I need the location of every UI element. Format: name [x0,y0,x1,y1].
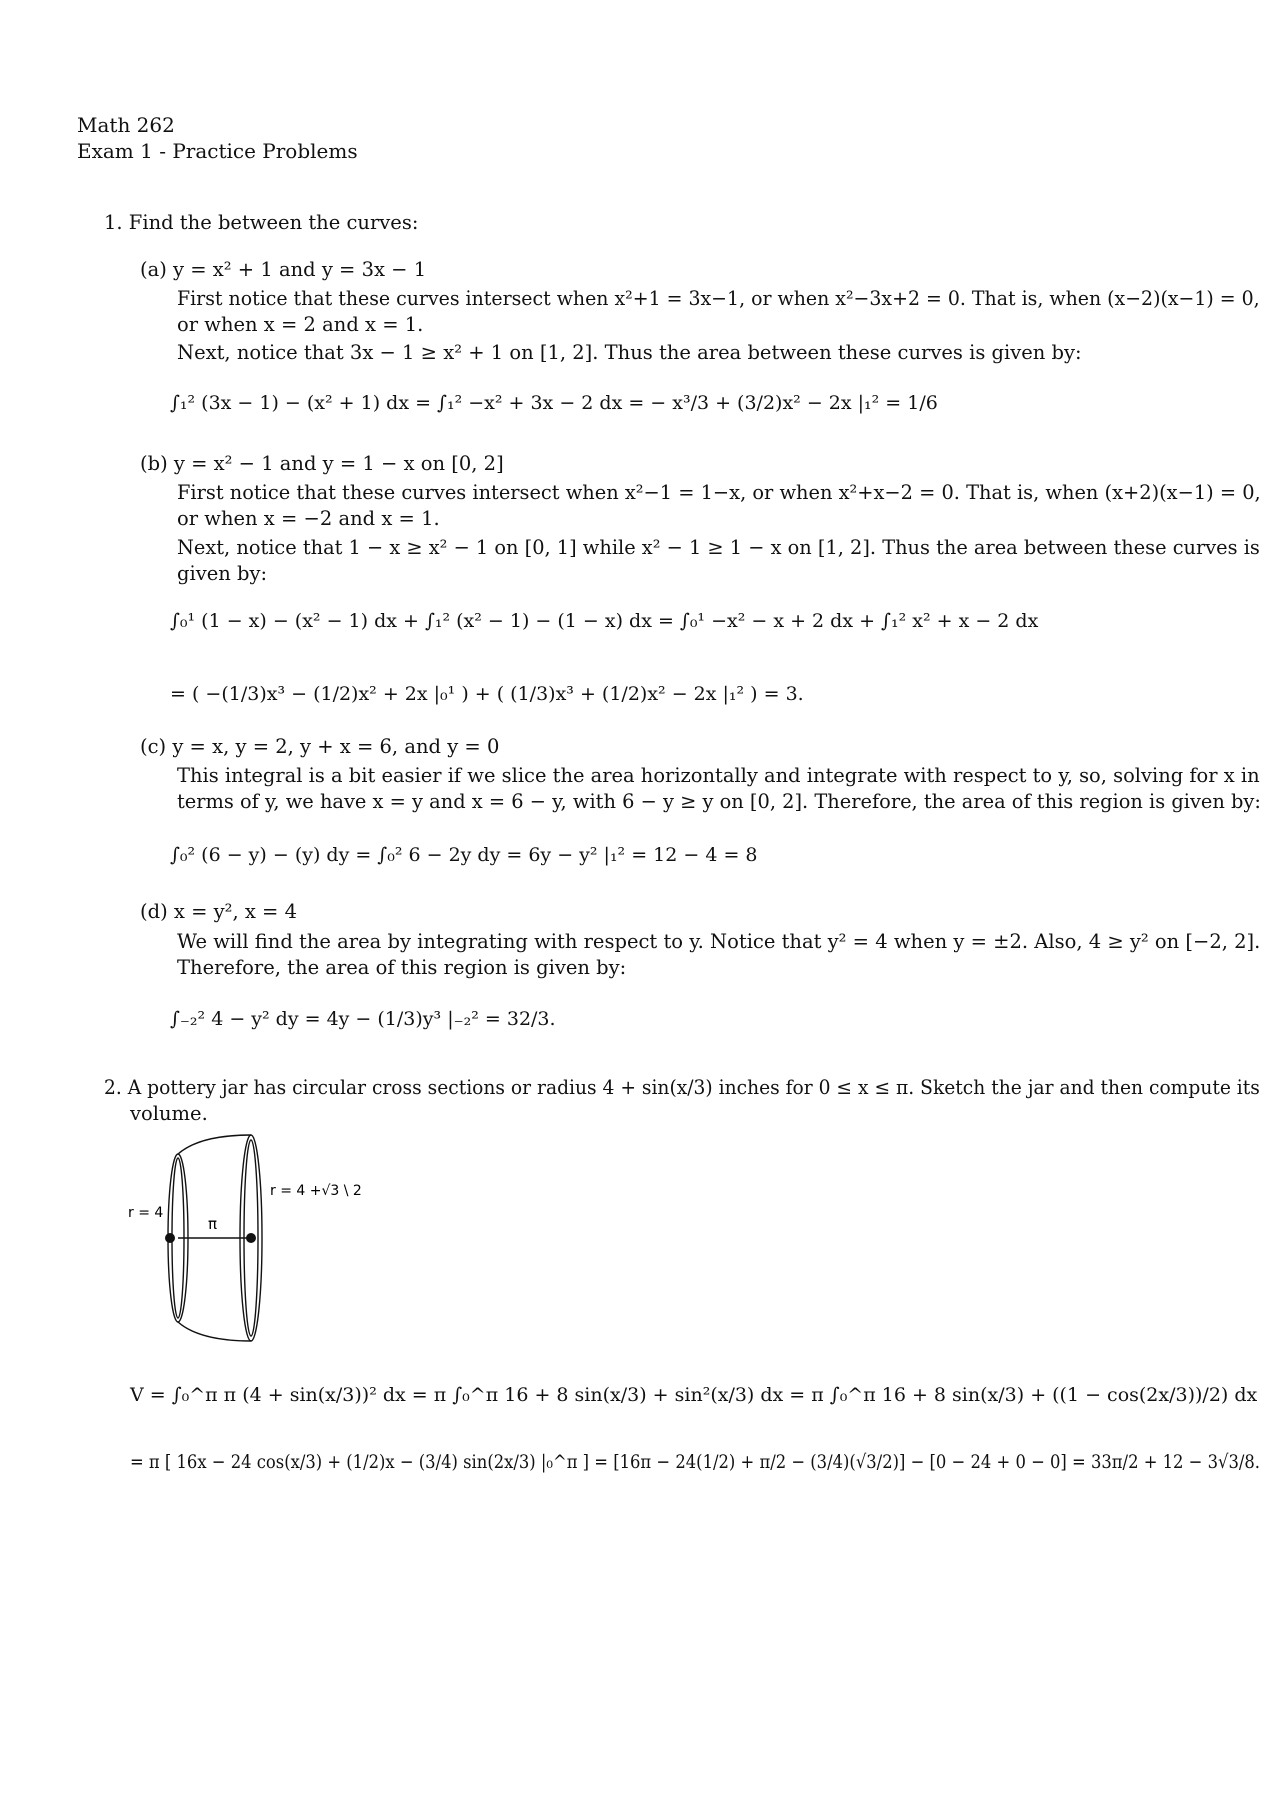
part-a-text-3: Next, notice that 3x − 1 ≥ x² + 1 on [1, 2]. Thus the area between these curves is given by: [177,341,1082,364]
jar-bottom-profile [178,1322,251,1341]
part-d-equation: ∫₋₂² 4 − y² dy = 4y − (1/3)y³ |₋₂² = 32/3. [170,1008,556,1030]
part-b-text-4: given by: [177,562,268,585]
right-radius-point [246,1233,256,1243]
left-radius-label: r = 4 [128,1205,164,1221]
problem-1-prompt: 1. Find the between the curves: [104,211,419,234]
jar-sketch [120,1125,380,1365]
part-b-text-2: or when x = −2 and x = 1. [177,507,440,530]
part-d-text-1: We will find the area by integrating with respect to y. Notice that y² = 4 when y = ±2. Also, 4 ≥ y² on [−2, 2]. [177,930,1261,953]
part-c-text-1: This integral is a bit easier if we slice the area horizontally and integrate with respect to y, so, solving for x in [177,764,1260,787]
part-b-label: (b) y = x² − 1 and y = 1 − x on [0, 2] [140,452,504,475]
volume-equation-2: = π [ 16x − 24 cos(x/3) + (1/2)x − (3/4) sin(2x/3) |₀^π ] = [16π − 24(1/2) + π/2 − (3/4)(√3/2)] − [0 − 24 + 0 − 0] = 33π/2 + 12 − 3√3/8. [130,1451,1261,1473]
problem-2-text-2: volume. [130,1102,208,1125]
volume-equation-1: V = ∫₀^π π (4 + sin(x/3))² dx = π ∫₀^π 16 + 8 sin(x/3) + sin²(x/3) dx = π ∫₀^π 16 + 8 sin(x/3) + ((1 − cos(2x/3))/2) dx [130,1384,1258,1406]
part-c-text-2: terms of y, we have x = y and x = 6 − y, with 6 − y ≥ y on [0, 2]. Therefore, the area of this region is given by: [177,790,1261,813]
part-b-text-3: Next, notice that 1 − x ≥ x² − 1 on [0, 1] while x² − 1 ≥ 1 − x on [1, 2]. Thus the area between these curves is [177,536,1260,559]
course-title: Math 262 [77,113,175,137]
part-b-text-1: First notice that these curves intersect when x²−1 = 1−x, or when x²+x−2 = 0. That is, when (x+2)(x−1) = 0, [177,481,1261,504]
left-radius-point [165,1233,175,1243]
part-d-label: (d) x = y², x = 4 [140,900,297,923]
part-b-equation-2: = ( −(1/3)x³ − (1/2)x² + 2x |₀¹ ) + ( (1/3)x³ + (1/2)x² − 2x |₁² ) = 3. [170,683,804,705]
part-c-label: (c) y = x, y = 2, y + x = 6, and y = 0 [140,735,500,758]
length-label: π [208,1215,218,1233]
part-a-text-2: or when x = 2 and x = 1. [177,313,424,336]
right-radius-label: r = 4 +√3 \ 2 [270,1183,362,1199]
jar-top-profile [178,1135,251,1154]
part-a-text-1: First notice that these curves intersect when x²+1 = 3x−1, or when x²−3x+2 = 0. That is, when (x−2)(x−1) = 0, [177,287,1260,310]
part-c-equation: ∫₀² (6 − y) − (y) dy = ∫₀² 6 − 2y dy = 6y − y² |₁² = 12 − 4 = 8 [170,844,758,866]
part-a-label: (a) y = x² + 1 and y = 3x − 1 [140,258,427,281]
part-a-equation: ∫₁² (3x − 1) − (x² + 1) dx = ∫₁² −x² + 3x − 2 dx = − x³/3 + (3/2)x² − 2x |₁² = 1/6 [170,392,938,414]
problem-2-text-1: 2. A pottery jar has circular cross sections or radius 4 + sin(x/3) inches for 0 ≤ x ≤ π. Sketch the jar and then compute its [104,1076,1260,1099]
part-d-text-2: Therefore, the area of this region is given by: [177,956,627,979]
part-b-equation-1: ∫₀¹ (1 − x) − (x² − 1) dx + ∫₁² (x² − 1) − (1 − x) dx = ∫₀¹ −x² − x + 2 dx + ∫₁² x² + x − 2 dx [170,610,1039,632]
document-title: Exam 1 - Practice Problems [77,139,358,163]
